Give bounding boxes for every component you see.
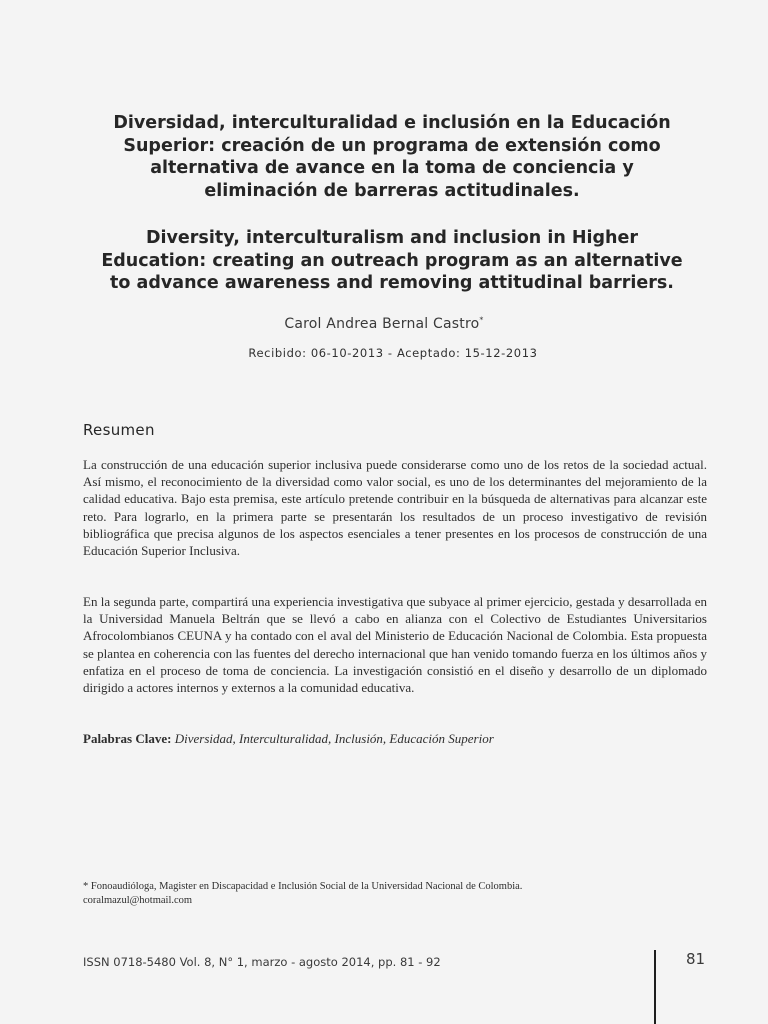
keywords [83,731,707,747]
abstract-paragraph-1: La construcción de una educación superior inclusiva puede considerarse como uno de los retos de la sociedad actual. Así mismo, el reconocimiento de la diversidad como valor social, es uno de los determinantes del mejoramiento de la calidad educativa. Bajo esta premisa, este artículo pretende contribuir en la búsqueda de alternativas para alcanzar este reto. Para lograrlo, en la primera parte se presentarán los resultados de un proceso investigativo de revisión bibliográfica que precisa algunos de los aspectos esenciales a tener presentes en los procesos de construcción de una Educación Superior Inclusiva. [83,457,707,559]
author-name: Carol Andrea Bernal Castro [284,316,480,332]
keywords-values: Diversidad, Interculturalidad, Inclusión, Educación Superior [174,731,494,746]
footnote-affiliation: * Fonoaudióloga, Magister en Discapacidad e Inclusión Social de la Universidad Nacional de Colombia. [83,881,523,892]
abstract-heading: Resumen [83,421,155,439]
footer-vertical-rule [654,950,656,1024]
page-number: 81 [686,950,706,968]
keywords-label: Palabras Clave: [83,731,172,746]
footnote [83,880,707,908]
title-spanish: Diversidad, interculturalidad e inclusión en la Educación Superior: creación de un programa de extensión como alternativa de avance en la toma de conciencia y eliminación de barreras actitudinales. [113,113,671,201]
footnote-email: coralmazul@hotmail.com [83,895,193,906]
received-accepted-dates: Recibido: 06-10-2013 - Aceptado: 15-12-2013 [248,346,538,360]
abstract-paragraph-2: En la segunda parte, compartirá una experiencia investigativa que subyace al primer ejercicio, gestada y desarrollada en la Universidad Manuela Beltrán que se llevó a cabo en alianza con el Colectivo de Estudiantes Universitarios Afrocolombianos CEUNA y ha contado con el aval del Ministerio de Educación Nacional de Colombia. Esta propuesta se plantea en coherencia con las fuentes del derecho internacional que han venido tomando fuerza en los últimos años y enfatiza en el proceso de toma de conciencia. La investigación consistió en el diseño y desarrollo de un diplomado dirigido a actores internos y externos a la comunidad educativa. [83,594,707,696]
issn-footer: ISSN 0718-5480 Vol. 8, N° 1, marzo - agosto 2014, pp. 81 - 92 [83,955,441,969]
title-english: Diversity, interculturalism and inclusion in Higher Education: creating an outreach program as an alternative to advance awareness and removing attitudinal barriers. [101,228,683,293]
author-line [0,316,768,332]
author-footnote-marker: * [479,315,484,325]
